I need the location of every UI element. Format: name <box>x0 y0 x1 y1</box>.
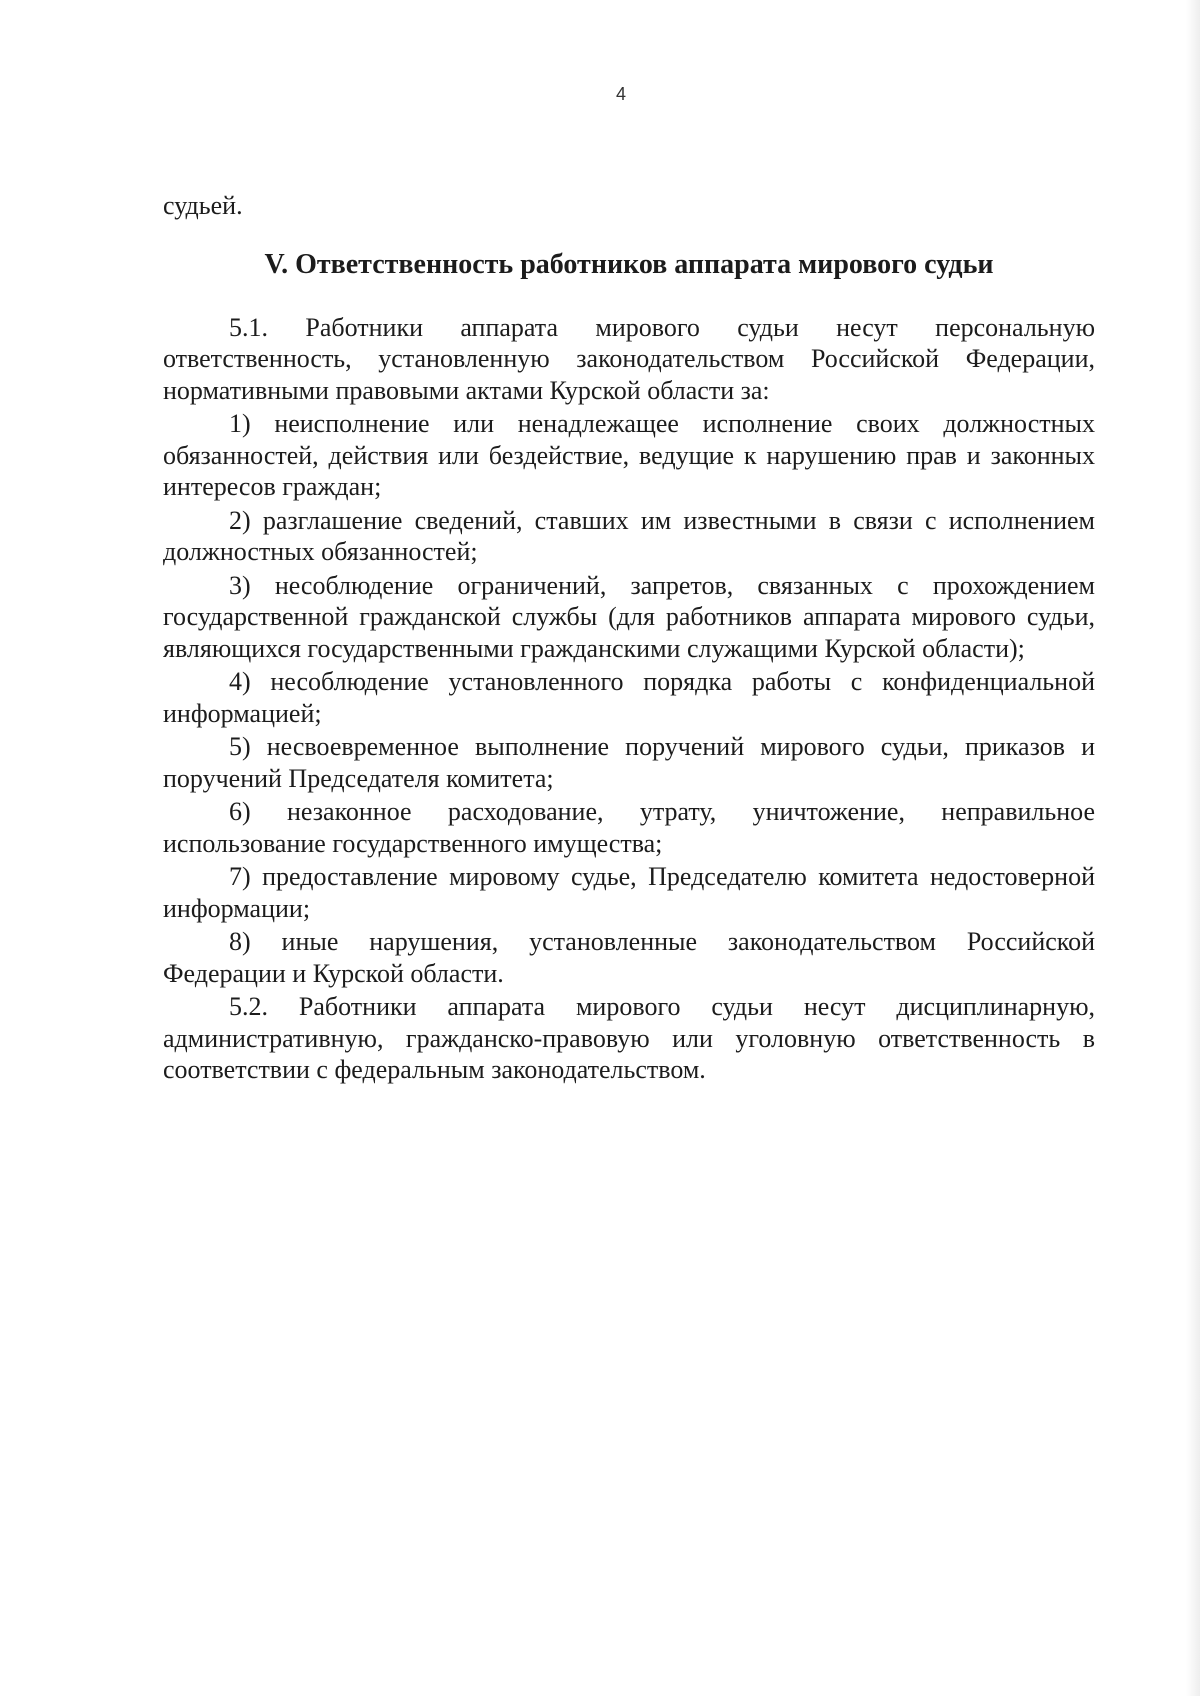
page-number: 4 <box>615 84 626 104</box>
list-item-5: 5) несвоевременное выполнение поручений мирового судьи, приказов и поручений Председателя комитета; <box>163 732 1095 793</box>
list-item-6: 6) незаконное расходование, утрату, уничтожение, неправильное использование государственного имущества; <box>163 797 1095 858</box>
list-item-1: 1) неисполнение или ненадлежащее исполнение своих должностных обязанностей, действия или бездействие, ведущие к нарушению прав и законных интересов граждан; <box>163 409 1095 501</box>
document-body <box>163 190 1095 1086</box>
list-item-2: 2) разглашение сведений, ставших им известными в связи с исполнением должностных обязанностей; <box>163 505 1095 566</box>
list-item-7: 7) предоставление мировому судье, Председателю комитета недостоверной информации; <box>163 862 1095 923</box>
list-item-8: 8) иные нарушения, установленные законодательством Российской Федерации и Курской области. <box>163 927 1095 988</box>
page-edge-shadow <box>1186 0 1200 1696</box>
list-item-4: 4) несоблюдение установленного порядка работы с конфиденциальной информацией; <box>163 667 1095 728</box>
list-item-3: 3) несоблюдение ограничений, запретов, связанных с прохождением государственной гражданской службы (для работников аппарата мирового судьи, являющихся государственными гражданскими служащими Курской области); <box>163 570 1095 663</box>
paragraph-5-1: 5.1. Работники аппарата мирового судьи несут персональную ответственность, установленную законодательством Российской Федерации, нормативными правовыми актами Курской области за: <box>163 312 1095 405</box>
paragraph-5-2: 5.2. Работники аппарата мирового судьи несут дисциплинарную, административную, гражданско-правовую или уголовную ответственность в соответствии с федеральным законодательством. <box>163 992 1095 1084</box>
section-heading: V. Ответственность работников аппарата мирового судьи <box>264 248 994 280</box>
carryover-text: судьей. <box>163 191 243 220</box>
